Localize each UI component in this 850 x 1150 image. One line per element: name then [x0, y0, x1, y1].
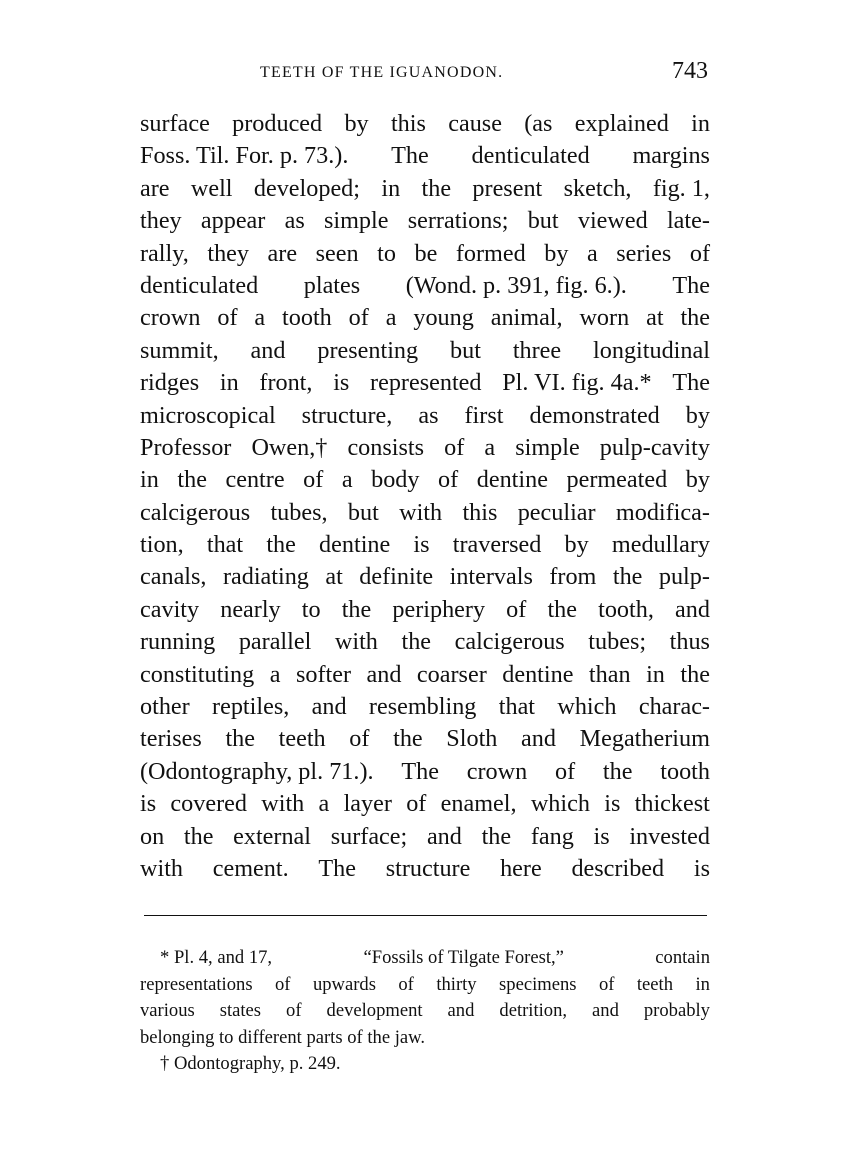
word: with: [261, 790, 305, 818]
word: a: [254, 304, 266, 332]
word: periphery: [392, 595, 486, 623]
word: surface;: [330, 822, 408, 850]
word: Pl. VI. fig. 4a.*: [502, 369, 652, 397]
word: be: [414, 239, 438, 267]
word: seen: [315, 239, 359, 267]
word: to: [377, 239, 396, 267]
word: the: [266, 531, 296, 559]
word: the: [612, 563, 643, 591]
word: external: [233, 822, 312, 850]
word: which: [530, 790, 590, 818]
footnote-word: belonging to different parts of the jaw.: [140, 1026, 426, 1048]
word: covered: [170, 790, 247, 818]
word: Foss. Til. For. p. 73.).: [140, 142, 349, 170]
word: enamel,: [440, 790, 517, 818]
word: The: [672, 271, 710, 299]
word: than: [588, 660, 631, 688]
word: animal,: [490, 304, 563, 332]
word: the: [680, 304, 710, 332]
word: dentine: [476, 466, 548, 494]
word: Megatherium: [579, 725, 710, 753]
word: with: [399, 498, 443, 526]
word: The: [318, 854, 356, 882]
text-line: [140, 594, 710, 626]
word: in: [381, 174, 401, 202]
word: at: [325, 563, 343, 591]
word: demonstrated: [529, 401, 660, 429]
word: but: [450, 336, 481, 364]
word: tooth: [282, 304, 332, 332]
word: rally,: [140, 239, 189, 267]
text-line: [140, 238, 710, 270]
word: denticulated: [140, 271, 259, 299]
word: tooth,: [598, 595, 654, 623]
word: is: [593, 822, 610, 850]
word: worn: [579, 304, 630, 332]
word: that: [498, 693, 536, 721]
word: as: [418, 401, 439, 429]
word: thus: [669, 628, 710, 656]
word: a: [341, 466, 353, 494]
word: is: [333, 369, 350, 397]
word: which: [557, 693, 617, 721]
text-line: [140, 270, 710, 302]
word: front,: [259, 369, 313, 397]
word: of: [349, 725, 370, 753]
word: but: [527, 207, 559, 235]
text-line: [140, 659, 710, 691]
footnote-word: various: [140, 1000, 195, 1021]
footnote-word: of: [598, 973, 615, 995]
word: reptiles,: [212, 693, 290, 721]
word: tion,: [140, 531, 184, 559]
text-line: [140, 821, 710, 853]
text-line: [140, 529, 710, 561]
word: this: [462, 498, 498, 526]
footnote-word: “Fossils of Tilgate Forest,”: [363, 947, 564, 968]
word: represented: [370, 369, 482, 397]
word: developed;: [253, 174, 360, 202]
word: and: [366, 660, 402, 688]
footnote-word: representations: [140, 973, 253, 995]
footnote-word: and: [592, 1000, 619, 1021]
word: are: [140, 174, 170, 202]
word: is: [413, 531, 430, 559]
word: traversed: [452, 531, 542, 559]
word: in: [140, 466, 159, 494]
word: running: [140, 628, 216, 656]
word: a: [586, 239, 598, 267]
word: tubes;: [588, 628, 647, 656]
word: in: [219, 369, 239, 397]
word: in: [646, 660, 665, 688]
word: a: [484, 433, 496, 461]
word: the: [547, 595, 577, 623]
word: is: [140, 790, 157, 818]
word: from: [549, 563, 597, 591]
word: with: [140, 854, 184, 882]
word: of: [348, 304, 369, 332]
word: longitudinal: [593, 336, 710, 364]
page-number: 743: [672, 58, 708, 84]
word: of: [406, 790, 427, 818]
word: and: [250, 336, 286, 364]
footnote-word: thirty: [436, 973, 477, 995]
word: by: [344, 110, 369, 137]
word: layer: [343, 790, 392, 818]
word: of: [303, 466, 324, 494]
word: by: [685, 401, 710, 429]
word: body: [371, 466, 420, 494]
word: thickest: [634, 790, 710, 818]
word: permeated: [566, 466, 668, 494]
body-text: [140, 108, 710, 885]
word: fig. 1,: [652, 174, 710, 202]
footnote-line: [140, 972, 710, 999]
footnote-word: states: [219, 1000, 262, 1021]
word: sketch,: [563, 174, 632, 202]
word: series: [616, 239, 672, 267]
word: softer: [295, 660, 352, 688]
word: on: [140, 822, 165, 850]
word: late-: [666, 207, 710, 235]
word: are: [267, 239, 298, 267]
word: this: [390, 110, 426, 137]
word: at: [646, 304, 664, 332]
page-header: [140, 58, 710, 90]
word: a: [318, 790, 330, 818]
word: pulp-: [658, 563, 710, 591]
word: crown: [466, 757, 528, 785]
word: the: [680, 660, 710, 688]
word: cement.: [212, 854, 289, 882]
word: here: [500, 854, 542, 882]
word: calcigerous: [454, 628, 565, 656]
word: and: [521, 725, 556, 753]
text-line: [140, 853, 710, 885]
word: appear: [200, 207, 266, 235]
word: and: [675, 595, 710, 623]
word: parallel: [238, 628, 312, 656]
footnote-word: upwards: [312, 973, 376, 995]
word: presenting: [317, 336, 419, 364]
word: formed: [455, 239, 526, 267]
word: they: [207, 239, 249, 267]
word: described: [571, 854, 665, 882]
word: serrations;: [407, 207, 509, 235]
word: charac-: [638, 693, 710, 721]
word: with: [334, 628, 378, 656]
text-line: [140, 432, 710, 464]
word: dentine: [502, 660, 574, 688]
word: simple: [323, 207, 389, 235]
word: teeth: [278, 725, 326, 753]
footnote-line: [140, 1025, 710, 1052]
word: simple: [515, 433, 580, 461]
word: The: [391, 142, 429, 170]
footnote-line: [140, 945, 710, 972]
text-line: [140, 367, 710, 399]
word: canals,: [140, 563, 207, 591]
word: summit,: [140, 336, 219, 364]
text-line: [140, 497, 710, 529]
word: plates: [303, 271, 361, 299]
text-line: [140, 302, 710, 334]
text-line: [140, 173, 710, 205]
word: fang: [530, 822, 574, 850]
word: of: [506, 595, 527, 623]
text-line: [140, 205, 710, 237]
word: is: [604, 790, 621, 818]
word: nearly: [220, 595, 281, 623]
word: radiating: [222, 563, 309, 591]
word: a: [269, 660, 281, 688]
word: present: [472, 174, 543, 202]
word: definite: [359, 563, 434, 591]
word: medullary: [611, 531, 710, 559]
word: is: [693, 854, 710, 882]
running-head: TEETH OF THE IGUANODON.: [260, 64, 504, 81]
word: centre: [225, 466, 285, 494]
word: invested: [629, 822, 710, 850]
text-line: [140, 400, 710, 432]
word: ridges: [140, 369, 200, 397]
text-line: [140, 561, 710, 593]
word: denticulated: [471, 142, 590, 170]
text-line: [140, 464, 710, 496]
word: of: [438, 466, 459, 494]
word: dentine: [319, 531, 391, 559]
word: constituting: [140, 660, 255, 688]
word: intervals: [449, 563, 533, 591]
word: they: [140, 207, 182, 235]
word: of: [689, 239, 710, 267]
word: the: [183, 822, 214, 850]
word: viewed: [577, 207, 648, 235]
word: modifica-: [615, 498, 710, 526]
word: well: [190, 174, 233, 202]
word: (Wond. p. 391, fig. 6.).: [405, 271, 627, 299]
footnote-line: [140, 998, 710, 1025]
word: the: [421, 174, 452, 202]
text-line: [140, 626, 710, 658]
word: Sloth: [446, 725, 498, 753]
footnote-word: teeth: [636, 973, 674, 995]
word: the: [602, 757, 633, 785]
word: (Odontography, pl. 71.).: [140, 757, 374, 785]
word: margins: [632, 142, 710, 170]
word: cause: [448, 110, 502, 137]
word: the: [225, 725, 255, 753]
word: first: [464, 401, 504, 429]
word: of: [554, 757, 576, 785]
footnote-word: of: [286, 1000, 302, 1021]
footnote-word: development: [326, 1000, 423, 1021]
word: and: [311, 693, 347, 721]
word: the: [393, 725, 423, 753]
word: other: [140, 693, 190, 721]
word: Professor: [140, 433, 232, 461]
word: (as: [524, 110, 553, 137]
word: consists: [347, 433, 425, 461]
word: the: [177, 466, 207, 494]
word: young: [413, 304, 474, 332]
word: pulp-cavity: [599, 433, 710, 461]
word: the: [481, 822, 512, 850]
text-line: [140, 335, 710, 367]
text-line: [140, 723, 710, 755]
footnote-word: contain: [655, 947, 710, 968]
word: to: [301, 595, 321, 623]
word: and: [426, 822, 462, 850]
word: cavity: [140, 595, 200, 623]
word: tooth: [660, 757, 710, 785]
word: by: [544, 239, 569, 267]
word: as: [284, 207, 305, 235]
footnote-line: [140, 1051, 710, 1078]
footnote-word: of: [398, 973, 414, 995]
word: of: [217, 304, 238, 332]
text-line: [140, 108, 710, 140]
word: tubes,: [270, 498, 328, 526]
footnote-word: detrition,: [499, 1000, 568, 1021]
word: resembling: [368, 693, 477, 721]
word: Owen,†: [251, 433, 328, 461]
text-line: [140, 691, 710, 723]
footnote-divider: [144, 915, 707, 916]
word: produced: [232, 110, 323, 137]
text-line: [140, 788, 710, 820]
word: by: [564, 531, 589, 559]
text-line: [140, 140, 710, 172]
word: of: [444, 433, 465, 461]
text-line: [140, 756, 710, 788]
word: crown: [140, 304, 201, 332]
word: the: [401, 628, 432, 656]
footnote-word: and: [447, 1000, 475, 1021]
word: peculiar: [517, 498, 596, 526]
footnote-word: specimens: [499, 973, 577, 995]
word: structure,: [301, 401, 393, 429]
footnote-word: in: [695, 973, 710, 995]
word: microscopical: [140, 401, 276, 429]
word: The: [401, 757, 439, 785]
word: calcigerous: [140, 498, 251, 526]
word: coarser: [416, 660, 487, 688]
footnote-word: † Odontography, p. 249.: [160, 1053, 341, 1074]
word: The: [672, 369, 710, 397]
footnote-word: probably: [643, 1000, 710, 1021]
word: three: [512, 336, 562, 364]
word: terises: [140, 725, 202, 753]
footnote-word: * Pl. 4, and 17,: [160, 947, 273, 968]
word: structure: [385, 854, 471, 882]
footnotes: [140, 945, 710, 1078]
word: explained: [574, 110, 669, 137]
footnote-word: of: [275, 973, 291, 995]
word: the: [341, 595, 372, 623]
word: in: [691, 110, 710, 137]
word: but: [347, 498, 379, 526]
word: by: [685, 466, 710, 494]
word: that: [206, 531, 244, 559]
word: a: [385, 304, 397, 332]
word: surface: [140, 110, 210, 137]
